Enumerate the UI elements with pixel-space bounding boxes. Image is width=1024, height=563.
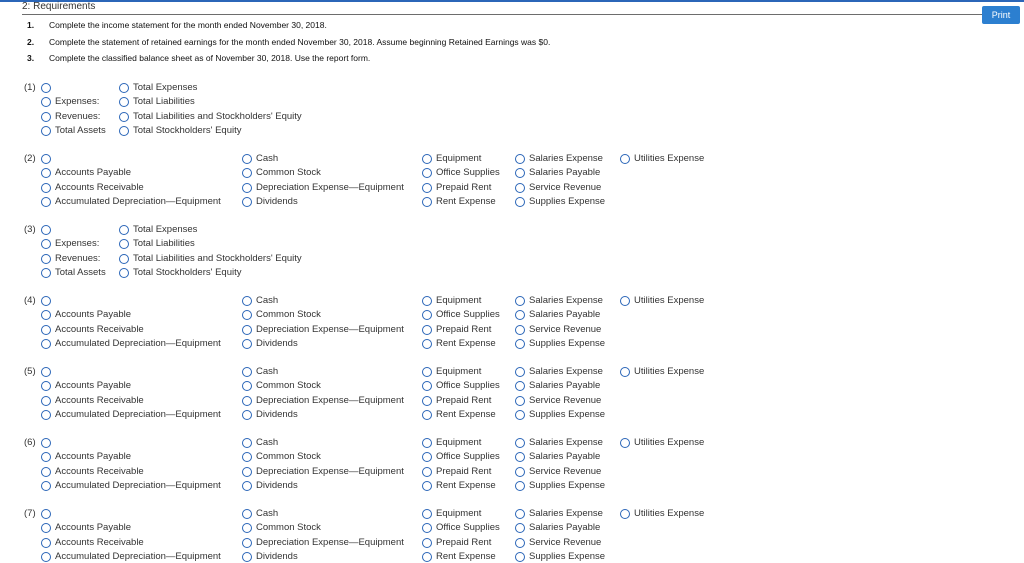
requirement-3 bbox=[27, 53, 370, 63]
radio-button-icon[interactable] bbox=[41, 197, 51, 207]
radio-button-icon[interactable] bbox=[119, 254, 129, 264]
radio-option-label: Dividends bbox=[256, 550, 298, 562]
radio-button-icon[interactable] bbox=[515, 296, 525, 306]
radio-option-label: Prepaid Rent bbox=[436, 536, 492, 548]
group-number-label: (6) bbox=[24, 437, 36, 448]
radio-option-label: Common Stock bbox=[256, 522, 321, 534]
radio-button-icon[interactable] bbox=[242, 367, 252, 377]
blank-radio-button-icon[interactable] bbox=[41, 367, 51, 377]
radio-option-label: Accumulated Depreciation—Equipment bbox=[55, 479, 221, 491]
radio-button-icon[interactable] bbox=[242, 438, 252, 448]
radio-button-icon[interactable] bbox=[515, 523, 525, 533]
radio-option-label: Utilities Expense bbox=[634, 366, 705, 377]
radio-button-icon[interactable] bbox=[620, 438, 630, 448]
radio-option-label: Accounts Payable bbox=[55, 380, 132, 392]
radio-option-label: Dividends bbox=[256, 195, 298, 207]
radio-option-label: Utilities Expense bbox=[634, 437, 705, 448]
radio-option-label: Office Supplies bbox=[436, 309, 500, 321]
radio-option-label: Supplies Expense bbox=[529, 550, 606, 562]
radio-button-icon[interactable] bbox=[41, 112, 51, 122]
radio-button-icon[interactable] bbox=[242, 509, 252, 519]
radio-button-icon[interactable] bbox=[422, 410, 432, 420]
radio-button-icon[interactable] bbox=[422, 452, 432, 462]
radio-button-icon[interactable] bbox=[515, 438, 525, 448]
radio-button-icon[interactable] bbox=[515, 183, 525, 193]
radio-button-icon[interactable] bbox=[41, 268, 51, 278]
radio-option-label: Cash bbox=[256, 508, 279, 519]
radio-option-label: Cash bbox=[256, 366, 279, 377]
radio-button-icon[interactable] bbox=[242, 396, 252, 406]
radio-option-label: Depreciation Expense—Equipment bbox=[256, 465, 404, 477]
radio-option-label: Salaries Payable bbox=[529, 380, 601, 392]
radio-button-icon[interactable] bbox=[41, 168, 51, 178]
radio-option-label: Common Stock bbox=[256, 380, 321, 392]
radio-option-label: Prepaid Rent bbox=[436, 465, 492, 477]
radio-button-icon[interactable] bbox=[620, 367, 630, 377]
radio-button-icon[interactable] bbox=[41, 310, 51, 320]
radio-button-icon[interactable] bbox=[515, 481, 525, 491]
radio-option-label: Total Expenses bbox=[133, 82, 198, 93]
radio-option-label: Supplies Expense bbox=[529, 408, 606, 420]
radio-option-label: Cash bbox=[256, 153, 279, 164]
radio-option-label: Expenses: bbox=[55, 238, 100, 250]
radio-option-label: Rent Expense bbox=[436, 408, 496, 420]
radio-option-label: Total Liabilities and Stockholders' Equity bbox=[133, 110, 302, 122]
radio-button-icon[interactable] bbox=[119, 83, 129, 93]
radio-option-label: Total Liabilities and Stockholders' Equity bbox=[133, 252, 302, 264]
group-number-label: (5) bbox=[24, 366, 36, 377]
radio-option-label: Salaries Payable bbox=[529, 167, 601, 179]
radio-button-icon[interactable] bbox=[422, 381, 432, 391]
radio-option-label: Rent Expense bbox=[436, 479, 496, 491]
radio-button-icon[interactable] bbox=[515, 367, 525, 377]
blank-radio-button-icon[interactable] bbox=[41, 83, 51, 93]
radio-option-label: Salaries Payable bbox=[529, 522, 601, 534]
radio-option-label: Cash bbox=[256, 437, 279, 448]
radio-button-icon[interactable] bbox=[119, 112, 129, 122]
radio-button-icon[interactable] bbox=[242, 325, 252, 335]
radio-option-label: Office Supplies bbox=[436, 451, 500, 463]
radio-option-label: Revenues: bbox=[55, 252, 101, 264]
requirement-text: Complete the income statement for the month ended November 30, 2018. bbox=[49, 20, 327, 30]
radio-option-label: Total Liabilities bbox=[133, 238, 195, 250]
radio-option-label: Depreciation Expense—Equipment bbox=[256, 323, 404, 335]
header-divider bbox=[22, 14, 984, 15]
radio-button-icon[interactable] bbox=[41, 183, 51, 193]
radio-option-label: Rent Expense bbox=[436, 550, 496, 562]
radio-option-label: Dividends bbox=[256, 479, 298, 491]
radio-button-icon[interactable] bbox=[422, 396, 432, 406]
radio-option-label: Service Revenue bbox=[529, 465, 602, 477]
radio-option-label: Cash bbox=[256, 295, 279, 306]
radio-button-icon[interactable] bbox=[119, 225, 129, 235]
requirement-text: Complete the classified balance sheet as of November 30, 2018. Use the report form. bbox=[49, 53, 371, 63]
print-button[interactable]: Print bbox=[982, 6, 1020, 24]
group-number-label: (7) bbox=[24, 508, 36, 519]
radio-button-icon[interactable] bbox=[422, 367, 432, 377]
radio-option-label: Expenses: bbox=[55, 96, 100, 108]
radio-option-label: Service Revenue bbox=[529, 394, 602, 406]
radio-button-icon[interactable] bbox=[41, 325, 51, 335]
radio-button-icon[interactable] bbox=[242, 381, 252, 391]
radio-option-label: Depreciation Expense—Equipment bbox=[256, 536, 404, 548]
radio-button-icon[interactable] bbox=[422, 509, 432, 519]
radio-button-icon[interactable] bbox=[242, 310, 252, 320]
radio-option-label: Supplies Expense bbox=[529, 195, 606, 207]
radio-option-label: Salaries Payable bbox=[529, 451, 601, 463]
radio-button-icon[interactable] bbox=[242, 538, 252, 548]
radio-option-label: Accounts Payable bbox=[55, 451, 132, 463]
radio-option-label: Dividends bbox=[256, 337, 298, 349]
radio-option-label: Rent Expense bbox=[436, 337, 496, 349]
blank-radio-button-icon[interactable] bbox=[41, 225, 51, 235]
radio-button-icon[interactable] bbox=[41, 126, 51, 136]
radio-option-label: Depreciation Expense—Equipment bbox=[256, 394, 404, 406]
radio-button-icon[interactable] bbox=[422, 296, 432, 306]
radio-option-label: Salaries Expense bbox=[529, 153, 603, 164]
radio-button-icon[interactable] bbox=[422, 481, 432, 491]
radio-button-icon[interactable] bbox=[119, 126, 129, 136]
radio-option-label: Salaries Expense bbox=[529, 437, 603, 448]
radio-button-icon[interactable] bbox=[242, 452, 252, 462]
radio-button-icon[interactable] bbox=[422, 310, 432, 320]
radio-button-icon[interactable] bbox=[620, 509, 630, 519]
blank-radio-button-icon[interactable] bbox=[41, 296, 51, 306]
requirement-2 bbox=[27, 37, 550, 47]
radio-option-label: Accounts Receivable bbox=[55, 465, 144, 477]
radio-option-label: Equipment bbox=[436, 508, 482, 519]
radio-button-icon[interactable] bbox=[515, 410, 525, 420]
group-number-label: (2) bbox=[24, 153, 36, 164]
radio-button-icon[interactable] bbox=[41, 538, 51, 548]
requirement-number: 1. bbox=[27, 20, 35, 30]
radio-button-icon[interactable] bbox=[41, 381, 51, 391]
radio-option-label: Service Revenue bbox=[529, 536, 602, 548]
radio-button-icon[interactable] bbox=[242, 410, 252, 420]
radio-button-icon[interactable] bbox=[41, 97, 51, 107]
radio-button-icon[interactable] bbox=[41, 396, 51, 406]
radio-option-label: Total Expenses bbox=[133, 224, 198, 235]
radio-button-icon[interactable] bbox=[41, 254, 51, 264]
radio-button-icon[interactable] bbox=[422, 438, 432, 448]
blank-radio-button-icon[interactable] bbox=[41, 154, 51, 164]
radio-option-label: Revenues: bbox=[55, 110, 101, 122]
radio-option-label: Total Assets bbox=[55, 124, 106, 136]
radio-option-label: Accumulated Depreciation—Equipment bbox=[55, 337, 221, 349]
radio-button-icon[interactable] bbox=[422, 183, 432, 193]
radio-option-label: Total Stockholders' Equity bbox=[133, 266, 242, 278]
radio-button-icon[interactable] bbox=[41, 452, 51, 462]
radio-button-icon[interactable] bbox=[41, 481, 51, 491]
requirement-number: 3. bbox=[27, 53, 35, 63]
radio-option-label: Office Supplies bbox=[436, 380, 500, 392]
radio-button-icon[interactable] bbox=[422, 467, 432, 477]
blank-radio-button-icon[interactable] bbox=[41, 509, 51, 519]
radio-button-icon[interactable] bbox=[242, 296, 252, 306]
radio-option-label: Equipment bbox=[436, 153, 482, 164]
radio-option-label: Rent Expense bbox=[436, 195, 496, 207]
radio-button-icon[interactable] bbox=[242, 467, 252, 477]
radio-option-label: Accounts Payable bbox=[55, 167, 132, 179]
radio-button-icon[interactable] bbox=[515, 452, 525, 462]
radio-button-icon[interactable] bbox=[41, 410, 51, 420]
radio-button-icon[interactable] bbox=[242, 523, 252, 533]
radio-button-icon[interactable] bbox=[515, 154, 525, 164]
group-number-label: (1) bbox=[24, 82, 36, 93]
radio-button-icon[interactable] bbox=[515, 381, 525, 391]
radio-option-label: Prepaid Rent bbox=[436, 394, 492, 406]
radio-button-icon[interactable] bbox=[242, 481, 252, 491]
requirement-1 bbox=[27, 20, 327, 30]
radio-button-icon[interactable] bbox=[41, 523, 51, 533]
radio-button-icon[interactable] bbox=[422, 154, 432, 164]
radio-button-icon[interactable] bbox=[515, 325, 525, 335]
radio-option-label: Common Stock bbox=[256, 451, 321, 463]
radio-button-icon[interactable] bbox=[515, 538, 525, 548]
radio-button-icon[interactable] bbox=[242, 552, 252, 562]
radio-option-label: Accounts Receivable bbox=[55, 536, 144, 548]
radio-option-label: Utilities Expense bbox=[634, 153, 705, 164]
radio-option-label: Accumulated Depreciation—Equipment bbox=[55, 550, 221, 562]
radio-option-label: Dividends bbox=[256, 408, 298, 420]
radio-option-label: Utilities Expense bbox=[634, 295, 705, 306]
radio-button-icon[interactable] bbox=[119, 268, 129, 278]
radio-button-icon[interactable] bbox=[242, 339, 252, 349]
radio-button-icon[interactable] bbox=[242, 183, 252, 193]
radio-button-icon[interactable] bbox=[422, 523, 432, 533]
radio-option-label: Prepaid Rent bbox=[436, 181, 492, 193]
radio-option-label: Total Liabilities bbox=[133, 96, 195, 108]
radio-option-label: Office Supplies bbox=[436, 522, 500, 534]
radio-button-icon[interactable] bbox=[422, 325, 432, 335]
radio-option-label: Total Assets bbox=[55, 266, 106, 278]
radio-option-label: Prepaid Rent bbox=[436, 323, 492, 335]
requirement-number: 2. bbox=[27, 37, 35, 47]
radio-option-label: Depreciation Expense—Equipment bbox=[256, 181, 404, 193]
radio-option-label: Service Revenue bbox=[529, 323, 602, 335]
top-border bbox=[0, 0, 1024, 2]
blank-radio-button-icon[interactable] bbox=[41, 438, 51, 448]
radio-option-label: Accounts Payable bbox=[55, 309, 132, 321]
radio-button-icon[interactable] bbox=[515, 509, 525, 519]
radio-button-icon[interactable] bbox=[41, 239, 51, 249]
radio-button-icon[interactable] bbox=[515, 339, 525, 349]
radio-option-label: Accounts Receivable bbox=[55, 394, 144, 406]
radio-button-icon[interactable] bbox=[515, 467, 525, 477]
radio-option-label: Salaries Payable bbox=[529, 309, 601, 321]
radio-button-icon[interactable] bbox=[242, 168, 252, 178]
radio-button-icon[interactable] bbox=[422, 197, 432, 207]
radio-option-label: Accumulated Depreciation—Equipment bbox=[55, 408, 221, 420]
radio-button-icon[interactable] bbox=[422, 538, 432, 548]
radio-option-label: Salaries Expense bbox=[529, 366, 603, 377]
radio-option-label: Total Stockholders' Equity bbox=[133, 124, 242, 136]
radio-button-icon[interactable] bbox=[515, 197, 525, 207]
group-number-label: (3) bbox=[24, 224, 36, 235]
radio-option-label: Accounts Receivable bbox=[55, 181, 144, 193]
group-number-label: (4) bbox=[24, 295, 36, 306]
radio-button-icon[interactable] bbox=[242, 154, 252, 164]
radio-option-label: Salaries Expense bbox=[529, 508, 603, 519]
radio-option-label: Accumulated Depreciation—Equipment bbox=[55, 195, 221, 207]
radio-option-label: Salaries Expense bbox=[529, 295, 603, 306]
radio-option-label: Equipment bbox=[436, 437, 482, 448]
radio-button-icon[interactable] bbox=[422, 339, 432, 349]
page-title: 2: Requirements bbox=[22, 1, 96, 12]
radio-option-label: Utilities Expense bbox=[634, 508, 705, 519]
radio-button-icon[interactable] bbox=[242, 197, 252, 207]
radio-option-label: Service Revenue bbox=[529, 181, 602, 193]
radio-button-icon[interactable] bbox=[422, 552, 432, 562]
requirement-text: Complete the statement of retained earnings for the month ended November 30, 2018. Assume beginning Retained Earnings was $0. bbox=[49, 37, 551, 47]
radio-option-label: Common Stock bbox=[256, 167, 321, 179]
radio-button-icon[interactable] bbox=[119, 239, 129, 249]
radio-option-label: Equipment bbox=[436, 366, 482, 377]
radio-option-label: Accounts Receivable bbox=[55, 323, 144, 335]
radio-button-icon[interactable] bbox=[620, 296, 630, 306]
radio-button-icon[interactable] bbox=[119, 97, 129, 107]
radio-option-label: Common Stock bbox=[256, 309, 321, 321]
radio-option-label: Supplies Expense bbox=[529, 479, 606, 491]
radio-button-icon[interactable] bbox=[41, 339, 51, 349]
radio-button-icon[interactable] bbox=[515, 396, 525, 406]
radio-option-label: Office Supplies bbox=[436, 167, 500, 179]
radio-button-icon[interactable] bbox=[41, 467, 51, 477]
radio-button-icon[interactable] bbox=[620, 154, 630, 164]
radio-button-icon[interactable] bbox=[41, 552, 51, 562]
radio-option-label: Equipment bbox=[436, 295, 482, 306]
radio-option-label: Supplies Expense bbox=[529, 337, 606, 349]
radio-option-label: Accounts Payable bbox=[55, 522, 132, 534]
radio-button-icon[interactable] bbox=[515, 552, 525, 562]
radio-button-icon[interactable] bbox=[515, 168, 525, 178]
radio-button-icon[interactable] bbox=[422, 168, 432, 178]
radio-button-icon[interactable] bbox=[515, 310, 525, 320]
